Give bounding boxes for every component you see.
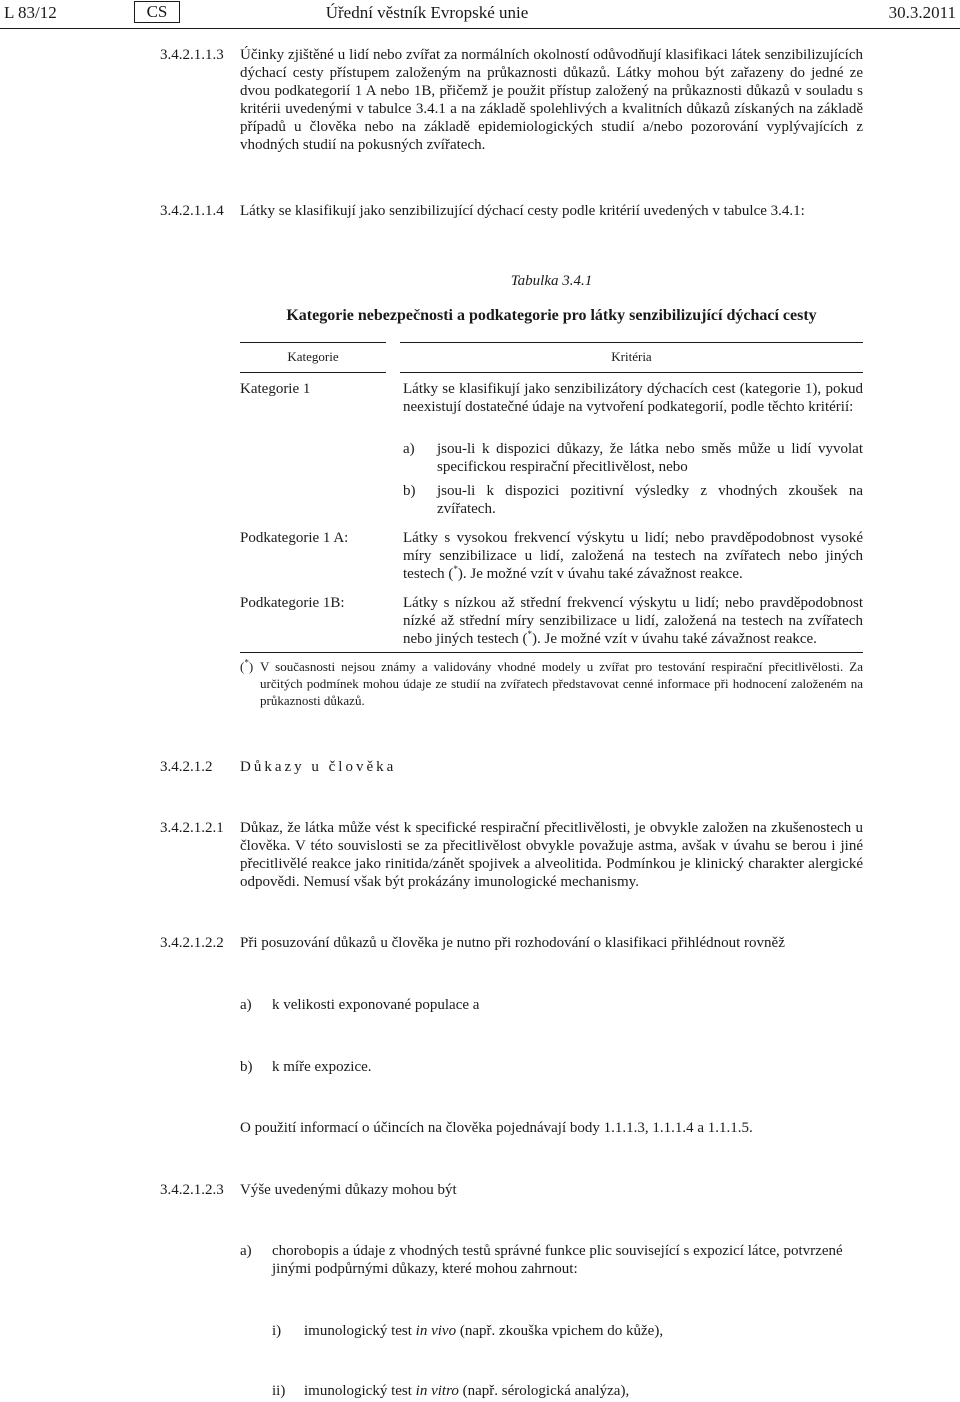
list-label: a) — [240, 1243, 252, 1259]
table-caption: Tabulka 3.4.1 — [510, 273, 593, 289]
header-rule-top — [240, 342, 386, 343]
list-item: k velikosti exponované populace a — [272, 997, 480, 1013]
section-text — [240, 202, 863, 220]
list-item: jsou-li k dispozici důkazy, že látka nebo směs může u lidí vyvolat specifickou respirační přecitlivělost, nebo — [437, 441, 863, 475]
column-header-criteria: Kritéria — [611, 349, 652, 364]
section-text — [240, 934, 863, 952]
criteria-text: Látky s nízkou až střední frekvencí výskytu u lidí; nebo pravděpodobnost nízké až střední míry senzibilizace u lidí, založená na testech na zvířatech nebo jiných testech ( — [403, 595, 863, 647]
list-item — [304, 1382, 863, 1400]
section-text: Výše uvedenými důkazy mohou být — [240, 1182, 457, 1198]
header-rule — [0, 28, 960, 29]
list-item: chorobopis a údaje z vhodných testů správné funkce plic související s expozicí látce, potvrzené jinými podpůrnými důkazy, které mohou zahrnout: — [272, 1243, 843, 1277]
footnote-text: V současnosti nejsou známy a validovány vhodné modely u zvířat pro testování respirační přecitlivělosti. Za určitých podmínek mohou údaje ze studií na zvířatech představovat cenné informace při hodnocení založeném na průkaznosti důkazů. — [260, 659, 863, 708]
section-heading: Důkazy u člověka — [240, 759, 397, 775]
header-rule-bottom — [240, 372, 386, 373]
paragraph: Při posuzování důkazů u člověka je nutno při rozhodování o klasifikaci přihlédnout rovněž — [240, 935, 785, 951]
footnote-marker — [240, 658, 253, 675]
table-header — [240, 342, 863, 372]
language-code-box: CS — [134, 1, 180, 23]
list-label: ii) — [272, 1383, 286, 1399]
list-label: i) — [272, 1323, 282, 1339]
header-rule-top — [400, 342, 863, 343]
section-number: 3.4.2.1.2 — [160, 759, 213, 775]
list-item: jsou-li k dispozici pozitivní výsledky z vhodných zkoušek na zvířatech. — [437, 483, 863, 517]
paragraph: Účinky zjištěné u lidí nebo zvířat za normálních okolností odůvodňují klasifikaci látek senzibilizujících dýchací cesty přístupem založeným na průkaznosti důkazů. Látky mohou být zařazeny do jedné ze dvou podkategorií 1 A nebo 1B, přičemž je použit přístup založený na průkaznosti důkazů v souladu s kritérii uvedenými v tabulce 3.4.1 a na základě spolehlivých a kvalitních důkazů získaných na základě případů u člověka nebo na základě epidemiologických studií a/nebo pozorování vyplývajících z vhodných studií na pokusných zvířatech. — [240, 47, 863, 153]
item-text: imunologický test — [304, 1383, 416, 1399]
item-text: (např. sérologická analýza), — [458, 1383, 630, 1399]
list-label: a) — [240, 997, 252, 1013]
list-label: b) — [240, 1059, 253, 1075]
list-item: k míře expozice. — [272, 1059, 372, 1075]
journal-header — [0, 0, 960, 30]
header-rule-bottom — [400, 372, 863, 373]
note-paragraph: O použití informací o účincích na člověka pojednávají body 1.1.1.3, 1.1.1.4 a 1.1.1.5. — [240, 1120, 753, 1136]
table-cell-criteria: Látky se klasifikují jako senzibilizátory dýchacích cest (kategorie 1), pokud neexistují dostatečné údaje na vytvoření podkategorií, podle těchto kritérií: — [403, 381, 863, 415]
section-text — [240, 46, 863, 154]
list-label: a) — [403, 441, 415, 457]
page-number: L 83/12 — [4, 3, 57, 22]
table-cell-criteria — [403, 594, 863, 648]
item-italic: in vivo — [415, 1323, 457, 1339]
table-cell-category: Podkategorie 1B: — [240, 595, 345, 611]
section-number: 3.4.2.1.1.4 — [160, 203, 224, 219]
publication-date: 30.3.2011 — [888, 3, 956, 22]
table-cell-category: Podkategorie 1 A: — [240, 530, 349, 546]
section-text — [240, 819, 863, 891]
table-bottom-rule — [240, 652, 863, 653]
paren: ) — [248, 659, 254, 674]
paragraph: Důkaz, že látka může vést k specifické respirační přecitlivělosti, je obvykle založen na zkušenostech u člověka. V této souvislosti se za přecitlivělost obvykle považuje astma, avšak v úvahu se berou i jiné přecitlivělé reakce jako rinitida/zánět spojivek a alveolitida. Podmínkou je klinický charakter alergické odpovědi. Nemusí však být prokázány imunologické mechanismy. — [240, 820, 863, 890]
item-text: imunologický test — [304, 1323, 416, 1339]
column-header-category: Kategorie — [287, 349, 339, 364]
paragraph: Látky se klasifikují jako senzibilizující dýchací cesty podle kritérií uvedených v tabulce 3.4.1: — [240, 203, 805, 219]
criteria-text: ). Je možné vzít v úvahu také závažnost reakce. — [532, 631, 817, 647]
table-cell-category: Kategorie 1 — [240, 381, 311, 397]
item-text: (např. zkouška vpichem do kůže), — [456, 1323, 664, 1339]
footnote-mark: * — [244, 657, 249, 668]
footnote-mark: * — [527, 629, 533, 639]
table-title: Kategorie nebezpečnosti a podkategorie pro látky senzibilizující dýchací cesty — [286, 307, 817, 324]
footnote-mark: * — [453, 564, 458, 574]
criteria-text: Látky s vysokou frekvencí výskytu u lidí; nebo pravděpodobnost vysoké míry senzibilizace u lidí, založená na testech na zvířatech nebo jiných testech ( — [403, 530, 863, 582]
section-number: 3.4.2.1.2.1 — [160, 820, 224, 836]
item-italic: in vitro — [415, 1383, 459, 1399]
criteria-text: ). Je možné vzít v úvahu také závažnost reakce. — [457, 566, 743, 582]
journal-title: Úřední věstník Evropské unie — [325, 3, 529, 22]
list-label: b) — [403, 483, 416, 499]
section-number: 3.4.2.1.1.3 — [160, 47, 224, 63]
list-item — [304, 1322, 863, 1340]
paren: ( — [240, 659, 245, 674]
section-number: 3.4.2.1.2.3 — [160, 1182, 224, 1198]
section-number: 3.4.2.1.2.2 — [160, 935, 224, 951]
table-cell-criteria — [403, 529, 863, 583]
